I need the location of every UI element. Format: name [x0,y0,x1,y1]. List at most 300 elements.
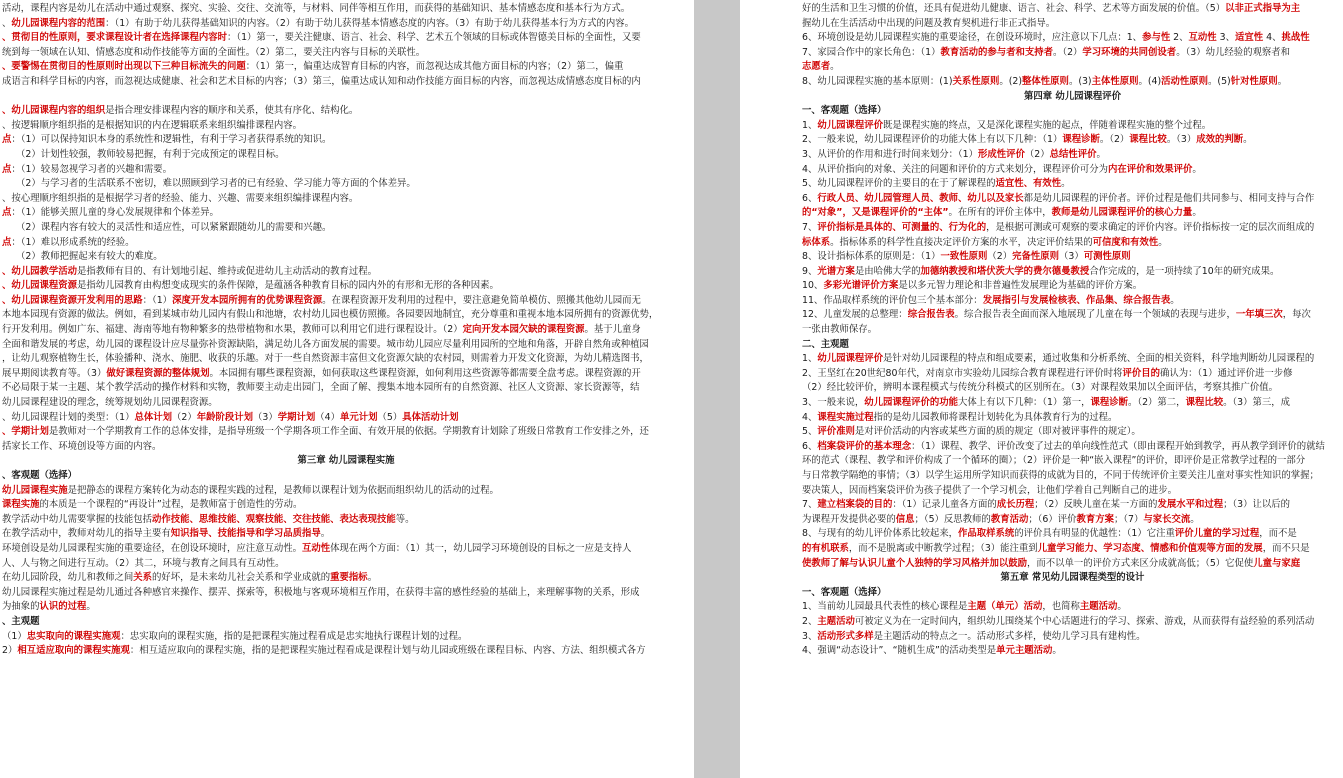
body-text: 二、主观题 [802,338,849,350]
highlight-text: 相互适应取向的课程实施观 [17,645,130,657]
text-line [2,381,690,396]
body-text: 7、 [802,499,818,511]
highlight-text: 完备性原则 [1012,251,1059,263]
body-text: 是把静态的课程方案转化为动态的课程实践的过程，是教师以课程计划为依据而组织幼儿的活动的过程。 [67,484,499,496]
text-line [802,484,1343,499]
body-text: 。在所有的评价主体中， [948,207,1052,219]
text-line [2,46,690,61]
highlight-text: 可信度和有效性 [1092,236,1159,248]
body-text: （2） [172,411,197,423]
highlight-text: 幼儿园教学活动 [11,265,78,277]
text-line [802,221,1343,236]
highlight-text: 、 [2,32,12,44]
body-text: 。(2) [999,75,1023,87]
text-line [2,17,690,32]
body-text: （1） [2,630,27,642]
highlight-text: 主体性原则 [1091,75,1139,87]
body-text: 、按逻辑顺序组织指的是根据知识的内在逻辑联系来组织编排课程内容。 [2,119,303,131]
text-line [2,279,690,294]
body-text: ：忠实取向的课程实施，指的是把课程实施过程看成是忠实地执行课程计划的过程。 [120,630,468,642]
text-line [2,513,690,528]
highlight-text: 、 [2,426,12,438]
text-line [2,396,690,411]
body-text: 2、一般来说，幼儿园课程评价的功能大体上有以下几种：（1） [802,134,1063,146]
body-text: 第五章 常见幼儿园课程类型的设计 [1000,572,1145,584]
text-line [2,75,690,90]
body-text: 。（2）第二， [1128,397,1186,409]
highlight-text: 的有机联系 [802,542,849,554]
body-text: 要决策人，因而档案袋评价为孩子提供了一个学习机会，让他们学着自己判断自己的进步。 [802,484,1178,496]
body-text: ；（2）反映儿童在某一方面的 [1034,499,1158,511]
text-line [802,133,1343,148]
body-text: 在教学活动中，教师对幼儿的指导主要有 [2,528,171,540]
text-line [802,630,1343,645]
highlight-text: 幼儿园课程内容的范围 [11,17,106,29]
body-text: 5、幼儿园课程评价的主要目的在于了解课程的 [802,178,996,190]
body-text: 。 [1158,236,1168,248]
body-text: 成语言和科学目标的内容，而忽视达成健康、社会和艺术目标的内容；（3）第三，偏重达成认知和动作技能方面目标的内容，而忽视达成情感态度目标的内 [2,75,641,87]
body-text: 的评价具有明显的优越性：（1）它注重 [1014,528,1175,540]
body-text: 第三章 幼儿园课程实施 [297,455,395,467]
text-line [802,250,1343,265]
text-line [2,630,690,645]
highlight-text: 点 [2,134,12,146]
text-line [802,119,1343,134]
body-text: 幼儿园课程建设的理念，统筹规划幼儿园课程资源。 [2,397,218,409]
section-heading [802,338,1343,353]
highlight-text: 课程比较 [1129,134,1167,146]
body-text: 是针对幼儿园课程的特点和组成要素，通过收集和分析系统、全面的相关资料，科学地判断幼儿园课程的 [882,353,1315,365]
body-text: ，而不以单一的评价方式来区分成就高低；（5）它促使 [1027,557,1254,569]
text-line [802,527,1343,542]
body-text: 11、作品取样系统的评价包三个基本部分： [802,294,983,306]
body-text: （2）教师把握起来有较大的难度。 [2,251,163,263]
text-line [2,338,690,353]
body-text: 6、 [802,192,818,204]
highlight-text: 参与性 [1142,32,1171,44]
text-line [802,2,1343,17]
text-line [2,31,690,46]
text-line [802,294,1343,309]
body-text: 。 [86,601,96,613]
text-line [802,425,1343,440]
highlight-text: 、 [2,265,12,277]
text-line [802,498,1343,513]
text-line [802,513,1343,528]
body-text: ：（1）第一，偏重达成智育目标的内容，而忽视达成其他方面目标的内容；（2）第二，偏重 [245,61,624,73]
highlight-text: 、 [2,105,12,117]
body-text: 6、环境创设是幼儿园课程实施的重要途径，在创设环境时，应注意以下几点：1、 [802,32,1143,44]
highlight-text: 使教师了解与认识儿童个人独特的学习风格并加以鼓励 [802,557,1028,569]
text-line [802,469,1343,484]
highlight-text: 适宜性、有效性 [995,178,1062,190]
highlight-text: 一致性原则 [940,251,988,263]
highlight-text: 教育方案 [1076,513,1114,525]
text-line [802,279,1343,294]
body-text: 2、 [1170,32,1189,44]
body-text: 本地本园现有资源的做法。例如，看到某城市幼儿园内有假山和池塘，农村幼儿园也模仿照搬。各园要因地制宜，充分尊重和重视本地本园所拥有的资源优势， [2,309,659,321]
highlight-text: 综合报告表 [907,309,955,321]
body-text: 8、与现有的幼儿评价体系比较起来， [802,528,958,540]
body-text: （2） [1024,148,1050,160]
text-line [2,586,690,601]
body-text: 10、 [802,280,824,292]
highlight-text: 可测性原则 [1083,251,1131,263]
body-text: 人、人与物之间进行互动。（2）其二，环境与教育之间具有互动性。 [2,557,285,569]
text-line [802,367,1343,382]
body-text: ：（1）能够关照儿童的身心发展规律和个体差异。 [11,207,219,219]
body-text: 。 [1192,163,1202,175]
body-text: 4、 [802,411,818,423]
highlight-text: 教育活动的参与者和支持者 [940,46,1054,58]
highlight-text: 定向开发本园欠缺的课程资源 [462,324,585,336]
text-line [802,148,1343,163]
body-text: ，而不是 [1259,528,1297,540]
highlight-text: 评价目的 [1122,367,1160,379]
body-text: ：（1）第一，要关注健康、语言、社会、科学、艺术五个领域的目标或体智德美目标的全面性，又要 [227,32,641,44]
highlight-text: 幼儿园课程评价 [817,353,883,365]
body-text: （2）与学习者的生活联系不密切，难以照顾到学习者的已有经验、学习能力等方面的个体差异。 [2,178,416,190]
body-text: ，是根据可测或可观察的要求确定的评价内容。评价指标按一定的层次而组成的 [986,221,1315,233]
body-text: （2）计划性较强，教师较易把握，有利于完成预定的课程目标。 [2,148,285,160]
body-text: 确认为：（1）通过评价进一步修 [1159,367,1293,379]
body-text: 统到每一领域在认知、情感态度和动作技能等方面的全面性。（2）第二，要关注内容与目标的关联性。 [2,46,426,58]
body-text: 大体上有以下几种：（1）第一， [957,397,1091,409]
highlight-text: 适宜性 [1235,32,1264,44]
highlight-text: 课程比较 [1185,397,1224,409]
body-text: 是对评价活动的内容或某些方面的质的规定（即对被评事件的规定）。 [854,426,1141,438]
body-text: 既是课程实施的终点，又是深化课程实施的起点，伴随着课程实施的整个过程。 [882,119,1212,131]
body-text: ：（1）课程、教学、评价改变了过去的单向线性范式（即由课程开始到教学，再从教学到评价的就结 [911,440,1325,452]
text-line [2,352,690,367]
body-text: 是由哈佛大学的 [854,265,921,277]
body-text: 3、 [1216,32,1235,44]
text-line [802,163,1343,178]
body-text: 括家长工作、环境创设等方面的内容。 [2,440,162,452]
body-text: 2） [2,645,18,657]
body-text: 与日常教学隔绝的事情；（3）以学生运用所学知识而获得的成就为目的，不同于传统评价主要关注儿童对事实性知识的掌握； [802,470,1319,481]
highlight-text: 档案袋评价的基本理念 [817,440,912,452]
highlight-text: 知识指导、技能指导和学习品质指导 [170,528,321,540]
body-text: 3、从评价的作用和进行时间来划分：（1） [802,148,978,160]
highlight-text: 教师是幼儿园课程评价的核心力量 [1051,207,1193,219]
highlight-text: 学期计划 [11,426,49,438]
text-line [802,236,1343,251]
body-text: 。 [1192,207,1202,219]
highlight-text: 教育活动 [990,513,1029,525]
body-text: 5、 [802,426,818,438]
body-text: 2、 [802,615,818,627]
body-text: 1、 [802,353,818,365]
body-text: 是指幼儿园教育由构想变成现实的条件保障，是蕴涵各种教育目标的园内外的有形和无形的各种因素。 [77,280,499,292]
highlight-text: 加德纳教授和塔伏茨大学的费尔德曼教授 [920,265,1090,277]
body-text: 。（3）幼儿经验的观察者和 [1176,46,1290,58]
highlight-text: 内在评价和效果评价 [1107,163,1193,175]
text-line [802,46,1343,61]
text-line [2,571,690,586]
body-text: 。在课程资源开发利用的过程中，要注意避免简单模仿、照搬其他幼儿园而无 [322,294,641,306]
body-text: 是指教师有目的、有计划地引起、维持或促进幼儿主动活动的教育过程。 [77,265,378,277]
highlight-text: 互动性 [1188,32,1217,44]
body-text: 7、家园合作中的家长角色：（1） [802,46,941,58]
text-line [2,192,690,207]
chapter-heading [2,454,690,469]
body-text: 环境创设是幼儿园课程实施的重要途径，在创设环境时，应注意互动性。 [2,542,303,554]
highlight-text: 具体活动计划 [402,411,459,423]
body-text: 一、客观题（选择） [802,586,887,598]
body-text: ；（3）让以后的 [1223,499,1290,511]
body-text: ；（5）反思教师的 [914,513,991,525]
text-line [802,454,1343,469]
text-line [802,411,1343,426]
body-text: 3、一般来说， [802,397,865,409]
text-line [802,323,1343,338]
body-text: 12、儿童发展的总整理： [802,309,908,321]
text-line [2,265,690,280]
text-line [2,250,690,265]
body-text: ，让幼儿观察植物生长，体验播种、浇水、施肥、收获的乐趣。对于一些自然资源丰富但文化资源欠缺的农村园，则需着力开发文化资源，为幼儿精选图书， [2,353,649,365]
text-line [802,600,1343,615]
highlight-text: 课程诊断 [1062,134,1100,146]
body-text: 。 [1243,134,1253,146]
text-line [2,527,690,542]
body-text: 、客观题（选择） [2,470,78,481]
body-text: 教学活动中幼儿需要掌握的技能包括 [2,513,153,525]
body-text: ：（1） [142,294,173,306]
body-text: 在幼儿园阶段，幼儿和教师之间 [2,572,134,584]
body-text: 8、设计指标体系的原则是：（1） [802,251,941,263]
text-line [2,484,690,499]
body-text: 、 [2,17,12,29]
highlight-text: 幼儿园课程内容的组织 [11,105,106,117]
body-text: 全面和谐发展的考虑，幼儿园的课程设计应尽量弥补资源缺陷，满足幼儿各方面发展的需要。城市幼儿园应尽量利用园所的空地和角落，开辟自然角或种植园 [2,338,649,350]
body-text: 幼儿园课程实施过程是幼儿通过各种感官来操作、摆弄、探索等，积极地与客观环境相互作用，在获得丰富的感性经验的基础上，来理解事物的关系，形成 [2,586,640,598]
body-text: 6、 [802,440,818,452]
highlight-text: 幼儿园课程实施 [2,484,68,496]
text-line [802,644,1343,659]
text-line [802,31,1343,46]
text-line [802,440,1343,455]
text-line [2,411,690,426]
highlight-text: 关系性原则 [952,75,1000,87]
highlight-text: 、 [2,61,12,73]
body-text: 是指合理安排课程内容的顺序和关系，使其有序化、结构化。 [105,105,359,117]
highlight-text: 认识的过程 [39,601,87,613]
text-line [2,163,690,178]
text-line [802,60,1343,75]
body-text: 。 [320,528,331,540]
text-line [2,60,690,75]
text-line [802,75,1343,90]
body-text: 1、 [802,119,818,131]
body-text: ：（1）有助于幼儿获得基础知识的内容。（2）有助于幼儿获得基本情感态度的内容。（3）有助于幼儿获得基本行为方式的内容。 [105,17,634,29]
highlight-text: 幼儿园课程评价的功能 [864,397,958,409]
body-text: ：（1）可以保持知识本身的系统性和逻辑性，有利于学习者获得系统的知识。 [11,134,332,146]
highlight-text: 忠实取向的课程实施观 [26,630,121,642]
highlight-text: 年龄阶段计划 [196,411,254,423]
body-text: 。指标体系的科学性直接决定评价方案的水平，决定评价结果的 [830,236,1093,248]
body-text: （3） [1059,251,1084,263]
body-text: 。 [1052,645,1062,657]
highlight-text: 、 [2,280,12,292]
body-text: 的好坏，是未来幼儿社会关系和学业成就的 [152,572,331,584]
body-text: 指的是幼儿园教师将课程计划转化为具体教育行为的过程。 [873,411,1118,423]
highlight-text: 建立档案袋的目的 [817,499,893,511]
body-text: （4） [315,411,340,423]
text-line [2,600,690,615]
text-line [2,323,690,338]
section-heading [802,104,1343,119]
highlight-text: 幼儿园课程资源开发利用的思路 [11,294,143,306]
document-page-right [740,0,1343,778]
text-line [2,2,690,17]
highlight-text: 发展水平和过程 [1157,499,1224,511]
highlight-text: 关系 [133,572,153,584]
highlight-text: 挑战性 [1281,32,1310,44]
body-text: 的本质是一个课程的“再设计”过程，是教师富于创造性的劳动。 [39,499,303,511]
body-text: ：（1）难以形成系统的经验。 [11,236,135,248]
highlight-text: 总体计划 [134,411,173,423]
text-line [2,177,690,192]
body-text: （5） [377,411,403,423]
body-text: 握幼儿在生活活动中出现的问题及教育契机进行非正式指导。 [802,17,1056,29]
body-text: 。 [1170,294,1180,306]
body-text: ，每次 [1282,309,1311,321]
text-line [2,542,690,557]
body-text: 。 [1061,178,1071,190]
highlight-text: 整体性原则 [1022,75,1069,87]
body-text: 为抽象的 [2,601,40,613]
body-text: 是主题活动的特点之一。活动形式多样，使幼儿学习具有建构性。 [873,630,1146,642]
body-text: 3、 [802,630,818,642]
body-text: ；（6）评价 [1028,513,1077,525]
text-line [802,192,1343,207]
body-text: 是教师对一个学期教育工作的总体安排，是指导班级一个学期各项工作全面、有效开展的依据。学期教育计划除了班级日常教育工作安排之外，还 [48,426,649,438]
highlight-text: 以非正式指导为主 [1225,3,1301,14]
body-text: （2）经比较评价，辨明本课程模式与传统分科模式的区别所在。（3）对课程效果加以全面评估，考察其推广价值。 [802,382,1278,394]
body-text: 。（3） [1166,134,1197,146]
text-line [2,119,690,134]
body-text: 4、 [1263,32,1282,44]
body-text: 是以多元智力理论和非普遍性发展理论为基础的评价方案。 [898,280,1143,292]
text-line [802,308,1343,323]
body-text: 活动，课程内容是幼儿在活动中通过观察、探究、实验、交往、交流等，与材料、同伴等相互作用，而获得的基础知识、基本情感态度和基本行为方式。 [2,3,631,14]
body-text: 环的范式（课程、教学和评价构成了一个循环的圈）；（2）评价是一种“嵌入课程”的评价，即评价是正常教学过程的一部分 [802,455,1306,467]
body-text: 4、强调“动态设计”、“随机生成”的活动类型是 [802,645,997,657]
highlight-text: 针对性原则 [1230,75,1278,87]
body-text: 8、幼儿园课程实施的基本原则：(1) [802,75,953,87]
text-line [2,133,690,148]
body-text: 不必局限于某一主题、某个教学活动的操作材料和实物，教师要主动走出园门，全面了解、搜集本地本园所有的自然资源、社区人文资源、家长资源等，结 [2,382,640,394]
section-heading [2,615,690,630]
body-text: 。（2） [1053,46,1083,58]
highlight-text: 学习环境的共同创设者 [1082,46,1177,58]
highlight-text: 深度开发本园所拥有的优势课程资源 [172,294,323,306]
body-text: 。(5) [1208,75,1231,87]
text-line [2,206,690,221]
body-text: ，而不是脱离或中断教学过程；（3）能注重到 [848,542,1038,554]
highlight-text: 点 [2,163,12,175]
highlight-text: 主题活动 [817,615,855,627]
text-line [2,644,690,659]
text-line [802,206,1343,221]
body-text: 、主观题 [2,615,40,627]
body-text: 。(4) [1138,75,1162,87]
body-text: 2、王坚红在20世纪80年代，对南京市实验幼儿园综合教育课程进行评价时将 [802,367,1123,379]
text-line [802,381,1343,396]
highlight-text: 课程实施 [2,499,40,511]
body-text: ：（1）较易忽视学习者的兴趣和需要。 [11,163,173,175]
body-text: 体现在两个方面：（1）其一，幼儿园学习环境创设的目标之一应是支持人 [330,542,632,554]
highlight-text: 学期计划 [277,411,316,423]
body-text: 等。 [395,513,415,525]
text-line [2,294,690,309]
body-text: 9、 [802,265,818,277]
body-text: 7、 [802,221,818,233]
highlight-text: 幼儿园课程资源 [11,280,78,292]
body-text: 。本园拥有哪些课程资源，如何获取这些课程资源，如何利用这些资源等都需要全盘考虑。课程资源的开 [209,367,641,379]
body-text: 第四章 幼儿园课程评价 [1023,90,1121,102]
highlight-text: 主题（单元）活动 [967,601,1043,613]
body-text: 为课程开发提供必要的 [802,513,896,525]
highlight-text: 多彩光谱评价方案 [823,280,899,292]
text-line [802,17,1343,32]
body-text: 1、当前幼儿园最具代表性的核心课程是 [802,601,968,613]
body-text: 、幼儿园课程计划的类型：（1） [2,411,135,423]
body-text: 可被定义为在一定时间内，组织幼儿围绕某个中心话题进行的学习、探索、游戏，从而获得有益经验的系列活动 [854,615,1315,627]
highlight-text: 贯彻目的性原则，要求课程设计者在选择课程内容时 [11,32,228,44]
body-text: 一、客观题（选择） [802,105,887,117]
body-text: 。 [830,61,840,73]
text-line [2,498,690,513]
highlight-text: 活动性原则 [1161,75,1209,87]
highlight-text: 、 [2,294,12,306]
highlight-text: 点 [2,236,12,248]
body-text: 。 [367,572,378,584]
highlight-text: 作品取样系统 [957,528,1015,540]
text-line [2,308,690,323]
highlight-text: 评价指标是具体的、可测量的、行为化的 [817,221,987,233]
text-line [802,396,1343,411]
highlight-text: 儿童学习能力、学习态度、情感和价值观等方面的发展 [1037,542,1263,554]
highlight-text: 成效的判断 [1196,134,1244,146]
highlight-text: 形成性评价 [978,148,1025,160]
highlight-text: 评价准则 [817,426,855,438]
highlight-text: 动作技能、思维技能、观察技能、交往技能、表达表现技能 [152,513,396,525]
body-text: 展早期阅读教育等。（3） [2,367,107,379]
body-text: 、按心理顺序组织指的是根据学习者的经验、能力、兴趣、需要来组织编排课程内容。 [2,192,359,204]
highlight-text: 总结性评价 [1049,148,1097,160]
body-text: ：（1）记录儿童各方面的 [892,499,997,511]
body-text: ；（7） [1114,513,1144,525]
highlight-text: 与家长交流 [1143,513,1191,525]
highlight-text: 要警惕在贯彻目的性原则时出现以下三种目标流失的问题 [11,61,246,73]
body-text: （3） [253,411,278,423]
section-heading [802,586,1343,601]
body-text: （2） [987,251,1013,263]
body-text: 。 [1096,148,1106,160]
highlight-text: 儿童与家庭 [1253,557,1301,569]
text-line [2,148,690,163]
body-text: 合作完成的，是一项持续了10年的研究成果。 [1089,265,1280,277]
text-line [2,236,690,251]
text-line [802,265,1343,280]
highlight-text: 活动形式多样 [817,630,874,642]
highlight-text: 发展指引与发展检核表、作品集、综合报告表 [982,294,1171,306]
highlight-text: 课程诊断 [1090,397,1129,409]
body-text: 。综合报告表全面而深入地展现了儿童在每一个领域的表现与进步， [954,309,1236,321]
highlight-text: 评价儿童的学习过程 [1174,528,1260,540]
